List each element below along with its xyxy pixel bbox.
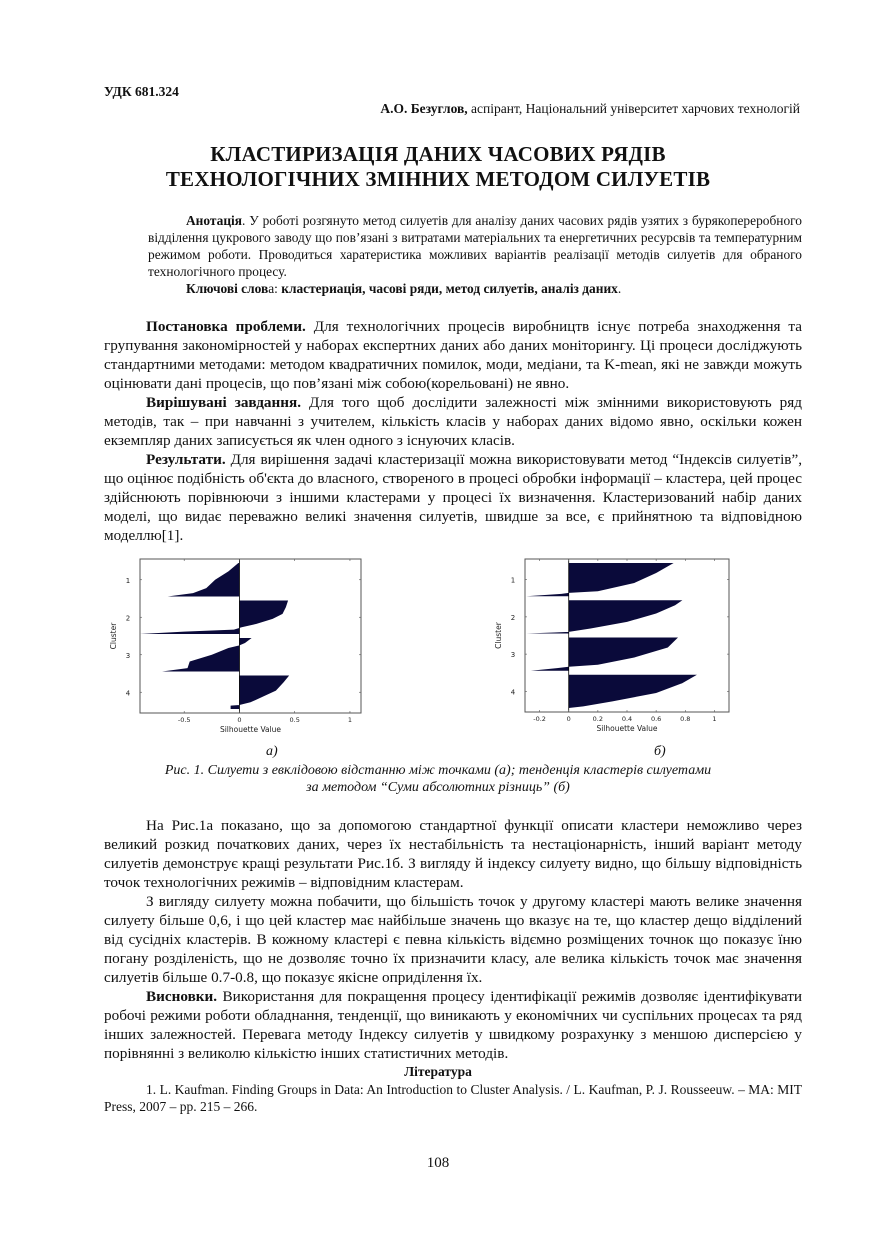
reference-item: 1. L. Kaufman. Finding Groups in Data: An Introduction to Cluster Analysis. / L. Kaufman, P. J. Rousseeuw. – MA: MIT Press, 2007 – pp. 215 – 266. bbox=[104, 1082, 802, 1114]
keywords-end: . bbox=[617, 281, 622, 296]
abstract-label: Анотація bbox=[186, 213, 243, 228]
x-tick-label: -0.5 bbox=[177, 716, 191, 724]
silhouette-cluster-3 bbox=[162, 638, 252, 672]
keywords-label: Ключові слов bbox=[186, 281, 269, 296]
y-tick-label: 2 bbox=[510, 613, 516, 622]
tasks-text: Для того щоб дослідити залежності між змінними використовують ряд методів, так – при навчанні з учителем, кількість класів у наборах даних відомо явно, оскільки кожен екземпляр даних записується як член одного з існуючих класів. bbox=[104, 394, 802, 449]
discussion-paragraph-2: З вигляду силуету можна побачити, що більшість точок у другому кластері мають велике значення силуету більше 0,6, і що цей кластер має найбільше значень що вказує на те, що кластер дещо відділений від сусідніх кластерів. В кожному кластері є певна кількість відємно розміщених точнок що показує їню погану розділеність, що не дозволяє точно їх призначити класу, але велика кількість точок має значення силуетів більше 0.7-0.8, що показує якісне оприділення їх. bbox=[104, 893, 802, 986]
abstract-body: . У роботі розгянуто метод силуетів для аналізу даних часових рядів узятих з бурякопереробного відділення цукрового заводу що пов’язані з витратами матеріальних та енергетичних ресурсвів та температурним режимом роботи. Проводиться харатеристика можливих варіантів реалізації методів силуетів для обраного технологічного процесу. bbox=[148, 213, 802, 279]
y-tick-label: 4 bbox=[510, 688, 516, 697]
page-number: 108 bbox=[426, 1155, 450, 1171]
abstract-text bbox=[148, 212, 802, 280]
silhouette-plot-b bbox=[492, 552, 742, 742]
y-tick-label: 3 bbox=[125, 651, 131, 660]
body-section-top bbox=[104, 317, 802, 545]
results-text: Для вирішення задачі кластеризації можна використовувати метод “Індексів силуетів”, що оцінює подібність об'єкта до власного, створеного в процесі обробки інформації – кластера, цей процес здійснюють порівнюючи з іншими кластерами у процесі їх визначення. Кластеризований набір даних моделі, що видає переважно великі значення силуетів, швидше за все, є прийнятною та відповідною моделлю[1]. bbox=[104, 451, 802, 544]
x-tick-label: 0.6 bbox=[650, 715, 662, 723]
x-tick-label: 0.4 bbox=[621, 715, 633, 723]
paper-title bbox=[0, 142, 876, 192]
results-paragraph bbox=[104, 450, 802, 545]
x-tick-label: 1 bbox=[347, 716, 353, 724]
silhouette-plot-a bbox=[108, 552, 370, 742]
keywords bbox=[148, 280, 802, 297]
y-tick-label: 2 bbox=[125, 614, 131, 623]
silhouette-cluster-3 bbox=[531, 638, 678, 671]
title-line-1: КЛАСТИРИЗАЦІЯ ДАНИХ ЧАСОВИХ РЯДІВ bbox=[210, 142, 666, 166]
udk-code: УДК 681.324 bbox=[104, 84, 179, 99]
figure-sublabel-b: б) bbox=[654, 744, 666, 759]
y-tick-label: 1 bbox=[125, 576, 131, 585]
x-tick-label: 1 bbox=[712, 715, 717, 723]
author-affiliation: аспірант, Національний університет харчових технологій bbox=[467, 101, 800, 116]
caption-line-1: Рис. 1. Силуети з евклідовою відстанню між точками (а); тенденція кластерів силуетами bbox=[164, 763, 712, 778]
y-tick-label: 1 bbox=[510, 576, 516, 585]
x-tick-label: 0.8 bbox=[680, 715, 691, 723]
x-tick-label: 0 bbox=[566, 715, 571, 723]
discussion-paragraph-1: На Рис.1а показано, що за допомогою стандартної функції описати кластери неможливо через великий розкид початкових даних, через їх нестабільність та нестаціонарність, інший варіант методу силуетів демонструє кращі результати Рис.1б. З вигляду й індексу силуету видно, що більшу відповідність точок технологічних режимів – відповідним кластерам. bbox=[104, 817, 802, 891]
abstract bbox=[148, 212, 802, 297]
silhouette-cluster-2 bbox=[526, 600, 682, 633]
silhouette-cluster-1 bbox=[168, 563, 240, 597]
keywords-list: кластериація, часові ряди, метод силуетів, аналіз даних bbox=[281, 281, 618, 296]
tasks-paragraph bbox=[104, 393, 802, 450]
literature-heading: Література bbox=[404, 1064, 472, 1079]
conclusions-label: Висновки. bbox=[146, 988, 218, 1005]
caption-line-2: за методом “Суми абсолютних різниць” (б) bbox=[306, 780, 570, 795]
y-axis-label: Cluster bbox=[494, 622, 503, 649]
conclusions-text: Використання для покращення процесу ідентифікації режимів дозволяє ідентифікувати робочі режими роботи обладнання, тенденції, що виникають у економічних чи суспільних процесах та ряд інших залежностей. Перевага методу Індексу силуетів у швидкому розрахунку з меншою дисперсією у порівнянні з великолю кількістю інших статистичних методів. bbox=[104, 988, 802, 1062]
silhouette-cluster-2 bbox=[140, 601, 288, 635]
keywords-label-tail: а: bbox=[268, 281, 282, 296]
x-axis-label: Silhouette Value bbox=[219, 725, 282, 734]
x-tick-label: 0.2 bbox=[592, 715, 604, 723]
conclusions-paragraph bbox=[104, 987, 802, 1063]
x-tick-label: -0.2 bbox=[533, 715, 546, 723]
title-line-2: ТЕХНОЛОГІЧНИХ ЗМІННИХ МЕТОДОМ СИЛУЕТІВ bbox=[165, 167, 711, 191]
tasks-label: Вирішувані завдання. bbox=[146, 394, 302, 411]
figure-caption bbox=[120, 762, 756, 796]
author-name: А.О. Безуглов, bbox=[380, 101, 468, 116]
x-tick-label: 0.5 bbox=[289, 716, 300, 724]
silhouette-cluster-4 bbox=[569, 675, 697, 708]
literature-list bbox=[104, 1081, 802, 1115]
body-section-bottom bbox=[104, 816, 802, 1063]
figure-sublabel-a: а) bbox=[266, 744, 278, 759]
problem-paragraph bbox=[104, 317, 802, 393]
results-label: Результати. bbox=[146, 451, 226, 468]
silhouette-cluster-1 bbox=[526, 563, 673, 596]
y-axis-label: Cluster bbox=[109, 622, 118, 650]
x-tick-label: 0 bbox=[237, 716, 242, 724]
author-line bbox=[380, 101, 800, 117]
x-axis-label: Silhouette Value bbox=[596, 724, 658, 733]
problem-text: Для технологічних процесів виробництв існує потреба знаходження та групування закономірностей у наборах експертних даних або даних моніторингу. Ці процеси досліджують стандартними методами: методом квадратичних помилок, моди, медіани, та K-mean, які не завжди можуть оцінювати дані процесів, що пов’язані між собою(корельовані) не явно. bbox=[104, 318, 802, 392]
y-tick-label: 3 bbox=[510, 651, 516, 660]
y-tick-label: 4 bbox=[125, 689, 131, 698]
problem-label: Постановка проблеми. bbox=[146, 318, 306, 335]
